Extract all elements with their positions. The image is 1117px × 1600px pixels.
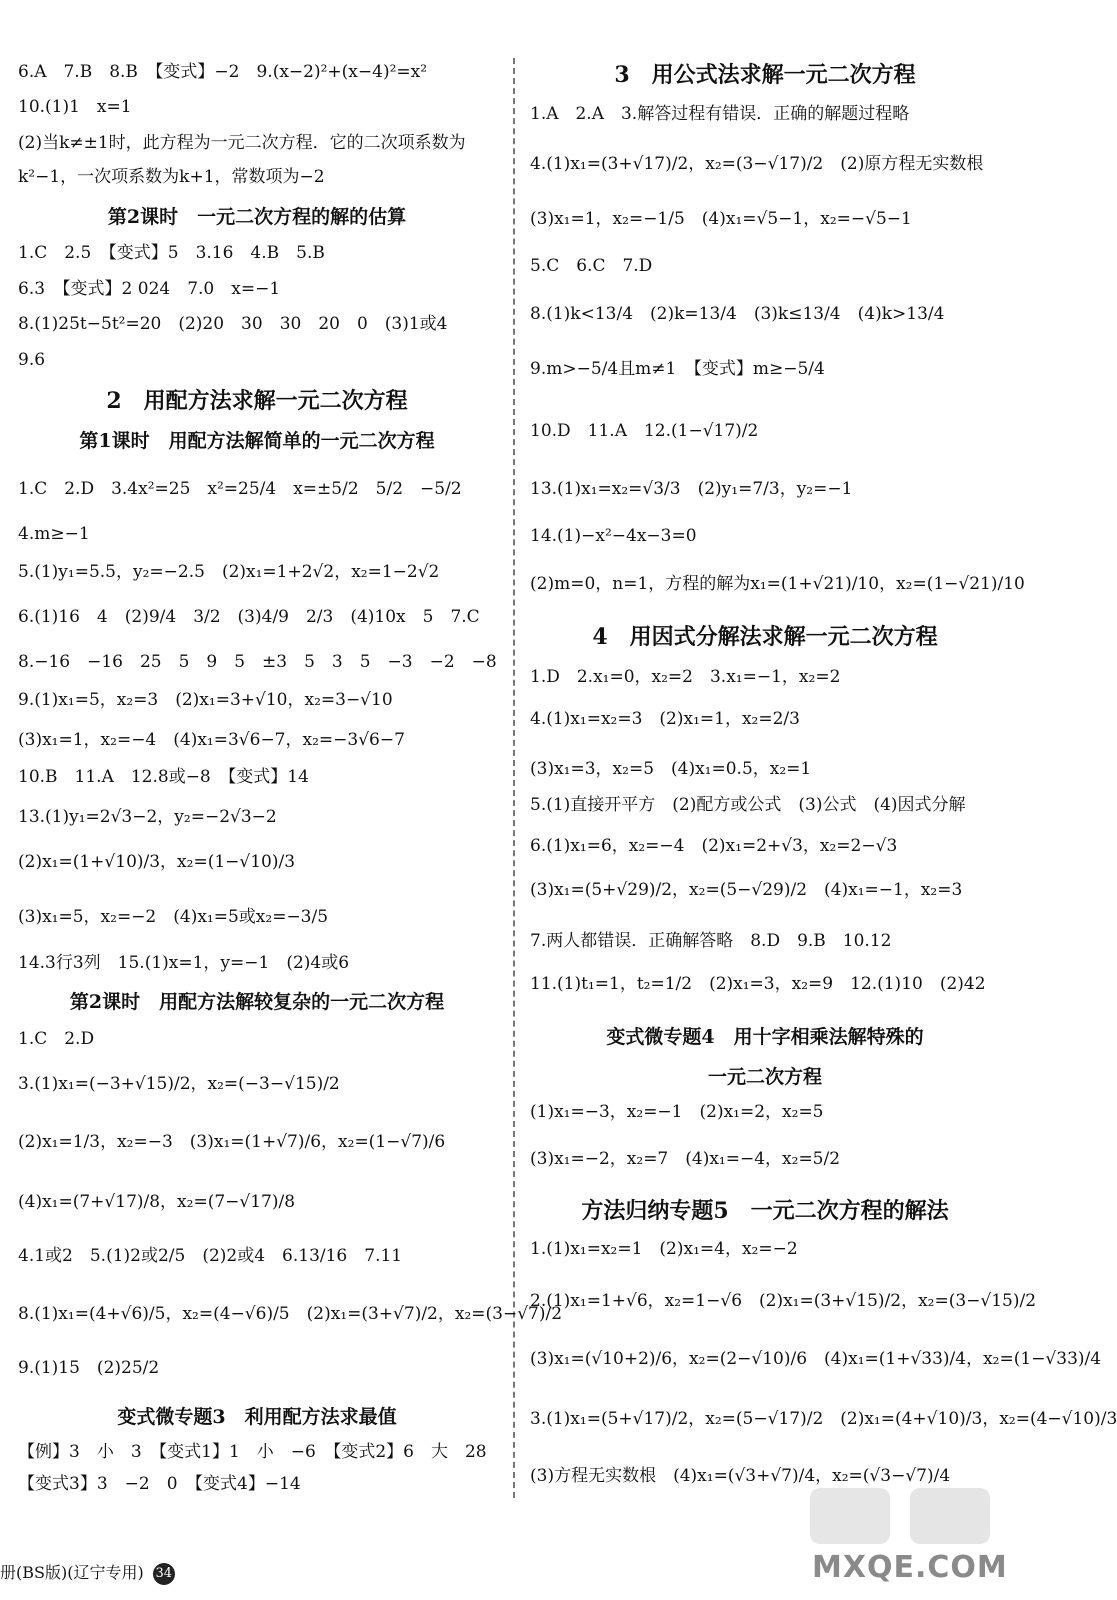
section-heading: 4 用因式分解法求解一元二次方程 xyxy=(592,624,938,650)
answer-line: 1.C 2.D xyxy=(18,1029,95,1049)
answer-line: (3)x₁=(5+√29)/2，x₂=(5−√29)/2 (4)x₁=−1，x₂=3 xyxy=(530,880,963,900)
column-divider xyxy=(513,58,515,1498)
answer-line: (2)m=0，n=1，方程的解为x₁=(1+√21)/10，x₂=(1−√21)/10 xyxy=(530,574,1025,594)
answer-line: (3)方程无实数根 (4)x₁=(√3+√7)/4，x₂=(√3−√7)/4 xyxy=(530,1466,951,1486)
answer-line: (2)x₁=1/3，x₂=−3 (3)x₁=(1+√7)/6，x₂=(1−√7)/6 xyxy=(18,1132,446,1152)
answer-line: (3)x₁=5，x₂=−2 (4)x₁=5或x₂=−3/5 xyxy=(18,907,329,927)
answer-line: 6.3 【变式】2 024 7.0 x=−1 xyxy=(18,279,281,299)
answer-line: 7.两人都错误．正确解答略 8.D 9.B 10.12 xyxy=(530,931,892,951)
answer-line: 1.A 2.A 3.解答过程有错误．正确的解题过程略 xyxy=(530,104,910,124)
answer-line: 14.3行3列 15.(1)x=1，y=−1 (2)4或6 xyxy=(18,953,350,973)
answer-line: 13.(1)y₁=2√3−2，y₂=−2√3−2 xyxy=(18,807,277,827)
topic-heading: 变式微专题3 利用配方法求最值 xyxy=(117,1406,397,1428)
answer-line: 13.(1)x₁=x₂=√3/3 (2)y₁=7/3，y₂=−1 xyxy=(530,479,853,499)
answer-line: (3)x₁=(√10+2)/6，x₂=(2−√10)/6 (4)x₁=(1+√33)/4，x₂=(1−√33)/4 xyxy=(530,1349,1102,1369)
page-number: 34 xyxy=(153,1563,175,1585)
answer-line: 6.A 7.B 8.B 【变式】−2 9.(x−2)²+(x−4)²=x² xyxy=(18,62,428,82)
answer-line: k²−1，一次项系数为k+1，常数项为−2 xyxy=(18,167,325,187)
lesson-heading: 第1课时 用配方法解简单的一元二次方程 xyxy=(79,430,435,452)
answer-line: 9.m>−5/4且m≠1 【变式】m≥−5/4 xyxy=(530,359,825,379)
answer-line: 9.6 xyxy=(18,350,46,370)
answer-line: (2)当k≠±1时，此方程为一元二次方程．它的二次项系数为 xyxy=(18,133,466,153)
watermark-text: MXQE.COM xyxy=(812,1550,1008,1585)
answer-line: 4.m≥−1 xyxy=(18,524,90,544)
answer-line: 1.C 2.5 【变式】5 3.16 4.B 5.B xyxy=(18,243,325,263)
answer-line: 3.(1)x₁=(5+√17)/2，x₂=(5−√17)/2 (2)x₁=(4+√10)/3，x₂=(4−√10)/3 xyxy=(530,1409,1117,1429)
answer-line: 6.(1)x₁=6，x₂=−4 (2)x₁=2+√3，x₂=2−√3 xyxy=(530,836,898,856)
answer-line: 8.(1)x₁=(4+√6)/5，x₂=(4−√6)/5 (2)x₁=(3+√7)/2，x₂=(3−√7)/2 xyxy=(18,1304,563,1324)
answer-line: (4)x₁=(7+√17)/8，x₂=(7−√17)/8 xyxy=(18,1192,296,1212)
answer-line: 1.D 2.x₁=0，x₂=2 3.x₁=−1，x₂=2 xyxy=(530,667,841,687)
answer-line: 10.D 11.A 12.(1−√17)/2 xyxy=(530,421,759,441)
topic-heading: 方法归纳专题5 一元二次方程的解法 xyxy=(581,1198,949,1224)
answer-line: 【例】3 小 3 【变式1】1 小 −6 【变式2】6 大 28 xyxy=(18,1442,487,1462)
answer-line: 6.(1)16 4 (2)9/4 3/2 (3)4/9 2/3 (4)10x 5 7.C xyxy=(18,607,480,627)
answer-line: 4.(1)x₁=x₂=3 (2)x₁=1，x₂=2/3 xyxy=(530,709,800,729)
answer-line: 10.B 11.A 12.8或−8 【变式】14 xyxy=(18,767,309,787)
topic-heading: 变式微专题4 用十字相乘法解特殊的 xyxy=(606,1026,924,1048)
answer-line: 14.(1)−x²−4x−3=0 xyxy=(530,526,697,546)
answer-line: 【变式3】3 −2 0 【变式4】−14 xyxy=(18,1474,301,1494)
answer-line: 11.(1)t₁=1，t₂=1/2 (2)x₁=3，x₂=9 12.(1)10 (2)42 xyxy=(530,974,986,994)
answer-line: (1)x₁=−3，x₂=−1 (2)x₁=2，x₂=5 xyxy=(530,1102,824,1122)
answer-line: 10.(1)1 x=1 xyxy=(18,97,132,117)
answer-line: (3)x₁=1，x₂=−4 (4)x₁=3√6−7，x₂=−3√6−7 xyxy=(18,730,405,750)
page-footer xyxy=(0,1560,175,1585)
answer-line: 1.C 2.D 3.4x²=25 x²=25/4 x=±5/2 5/2 −5/2 xyxy=(18,479,462,499)
section-heading: 2 用配方法求解一元二次方程 xyxy=(106,388,408,414)
answer-line: 5.C 6.C 7.D xyxy=(530,256,653,276)
answer-line: 4.(1)x₁=(3+√17)/2，x₂=(3−√17)/2 (2)原方程无实数根 xyxy=(530,154,984,174)
lesson-heading: 第2课时 一元二次方程的解的估算 xyxy=(107,206,407,228)
answer-line: (3)x₁=−2，x₂=7 (4)x₁=−4，x₂=5/2 xyxy=(530,1149,841,1169)
answer-line: 8.(1)25t−5t²=20 (2)20 30 30 20 0 (3)1或4 xyxy=(18,314,448,334)
answer-line: 3.(1)x₁=(−3+√15)/2，x₂=(−3−√15)/2 xyxy=(18,1074,340,1094)
section-heading: 3 用公式法求解一元二次方程 xyxy=(614,62,916,88)
answer-line: 5.(1)y₁=5.5，y₂=−2.5 (2)x₁=1+2√2，x₂=1−2√2 xyxy=(18,562,440,582)
topic-heading: 一元二次方程 xyxy=(707,1066,822,1088)
answer-line: 9.(1)x₁=5，x₂=3 (2)x₁=3+√10，x₂=3−√10 xyxy=(18,690,393,710)
book-edition-label: 册(BS版)(辽宁专用) xyxy=(0,1563,144,1582)
answer-line: 8.(1)k<13/4 (2)k=13/4 (3)k≤13/4 (4)k>13/4 xyxy=(530,304,945,324)
answer-line: 1.(1)x₁=x₂=1 (2)x₁=4，x₂=−2 xyxy=(530,1239,798,1259)
answer-line: 9.(1)15 (2)25/2 xyxy=(18,1358,160,1378)
answer-line: 5.(1)直接开平方 (2)配方或公式 (3)公式 (4)因式分解 xyxy=(530,795,966,815)
answer-line: 4.1或2 5.(1)2或2/5 (2)2或4 6.13/16 7.11 xyxy=(18,1246,403,1266)
answer-line: 2.(1)x₁=1+√6，x₂=1−√6 (2)x₁=(3+√15)/2，x₂=(3−√15)/2 xyxy=(530,1291,1037,1311)
answer-line: (3)x₁=1，x₂=−1/5 (4)x₁=√5−1，x₂=−√5−1 xyxy=(530,209,912,229)
answer-line: (3)x₁=3，x₂=5 (4)x₁=0.5，x₂=1 xyxy=(530,759,812,779)
answer-line: (2)x₁=(1+√10)/3，x₂=(1−√10)/3 xyxy=(18,852,296,872)
lesson-heading: 第2课时 用配方法解较复杂的一元二次方程 xyxy=(69,991,445,1013)
answer-line: 8.−16 −16 25 5 9 5 ±3 5 3 5 −3 −2 −8 xyxy=(18,652,497,672)
